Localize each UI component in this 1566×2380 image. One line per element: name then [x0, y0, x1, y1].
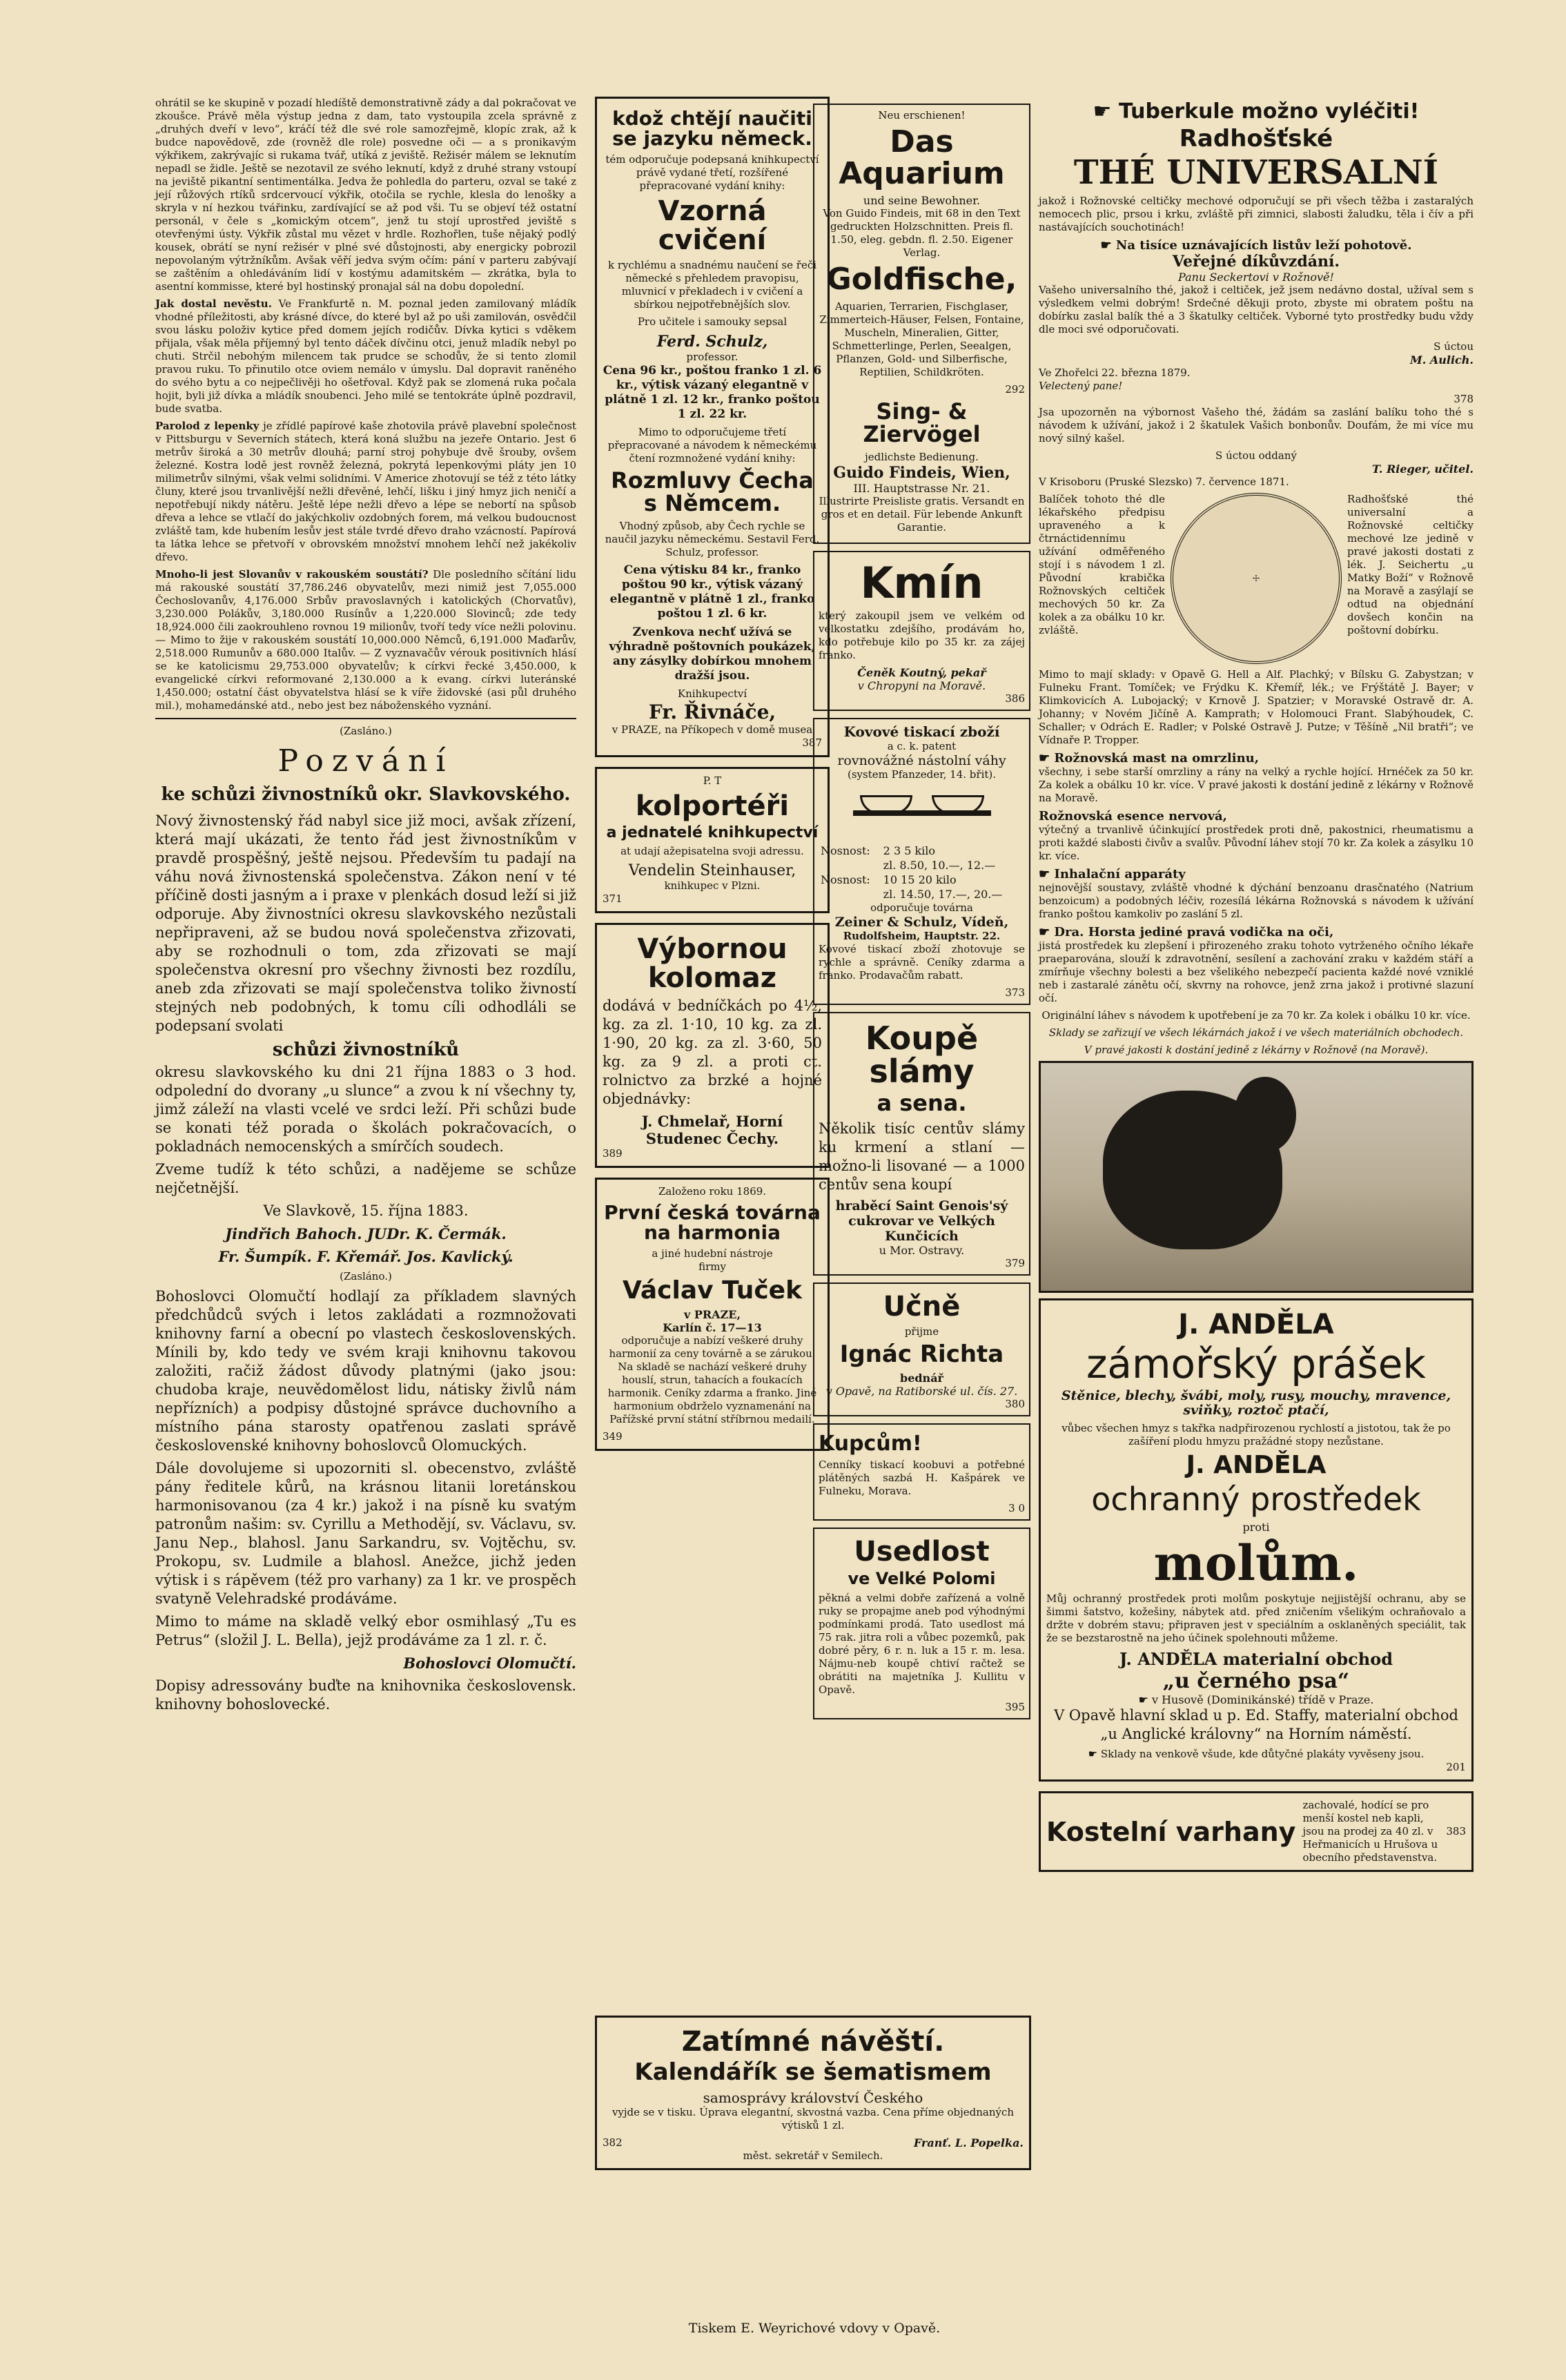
- ad-number: 373: [1005, 986, 1025, 999]
- ad-text: Velectený pane!: [1039, 379, 1123, 392]
- ad-text: Několik tisíc centův slámy ku krmení a stlaní — možno-li lisované — a 1000 centův sena koupí: [819, 1120, 1025, 1193]
- ad-kmin: [813, 551, 1030, 711]
- ad-text: Vendelin Steinhauser,: [628, 862, 796, 880]
- scale-illustration: [846, 788, 998, 837]
- ad-koupe-slamy: [813, 1012, 1030, 1276]
- ad-text: V Opavě hlavní sklad u p. Ed. Staffy, materialní obchod „u Anglické královny“ na Horním náměstí.: [1054, 1707, 1458, 1743]
- ad-heading: Sing- & Ziervögel: [863, 398, 981, 448]
- ad-text: bednář: [900, 1371, 943, 1385]
- ad-text: Franť. L. Popelka.: [913, 2136, 1024, 2149]
- pointing-hand-icon: ☛: [1039, 866, 1050, 881]
- signature: M. Aulich.: [1410, 353, 1474, 367]
- pointing-hand-icon: ☛: [1100, 237, 1112, 253]
- pointing-hand-icon: ☛: [1138, 1693, 1148, 1707]
- ad-text: (system Pfanzeder, 14. břit).: [847, 768, 997, 781]
- ad-heading: Výbornou kolomaz: [637, 933, 787, 995]
- article-text: Dopisy adressovány buďte na knihovnika československ. knihovny bohoslovecké.: [155, 1677, 576, 1713]
- ad-heading: První česká továrna na harmonia: [604, 1201, 821, 1245]
- ad-text: und seine Bewohner.: [863, 194, 981, 208]
- ad-text: S úctou: [1433, 340, 1474, 353]
- schuze-heading: schůzi živnostníků: [272, 1040, 460, 1060]
- article-text: Zveme tudíž k této schůzi, a nadějeme se schůze nejčetnější.: [155, 1161, 576, 1196]
- ad-heading: kolportéři: [635, 790, 790, 822]
- ad-number: 378: [1454, 392, 1474, 405]
- section-label: (Zasláno.): [340, 1270, 392, 1282]
- book-title: Vzorná cvičení: [658, 195, 767, 256]
- ad-text: Karlín č. 17—13: [663, 1320, 762, 1334]
- ad-text: S úctou oddaný: [1215, 449, 1297, 462]
- ad-number: 3 0: [1008, 1502, 1025, 1515]
- ad-text: vůbec všechen hmyz s takřka nadpřirozenou rychlostí a jistotou, tak že po zašíření plodu hmyzu pražádné stopy nezůstane.: [1061, 1422, 1451, 1448]
- book-title: Rozmluvy Čecha s Němcem.: [611, 467, 814, 517]
- ad-text: přijme: [904, 1325, 939, 1338]
- ad-text: všechny, i sebe starší omrzliny a rány na velký a rychle hojící. Hrnéček za 50 kr. Za kolek a obálku 10 kr. více. V pravé jakosti k dostání jedině z lékárny v Rožnově na Moravě.: [1039, 765, 1474, 804]
- ad-heading: J. ANDĚLA: [1178, 1308, 1334, 1340]
- ad-heading: Das Aquarium: [839, 124, 1005, 192]
- ad-text: jakož i Rožnovské celtičky mechové odporučují se při všech těžba i zastaralých nemocech plic, prsou i krku, zvláště při zimnici, slabosti žaludku, těla i čív a při nastávajících souchotinách!: [1039, 194, 1474, 233]
- ad-text: Von Guido Findeis, mit 68 in den Text gedruckten Holzschnitten. Preis fl. 1.50, eleg. gebdn. fl. 2.50. Eigener Verlag.: [823, 207, 1021, 260]
- price: Cena výtisku 84 kr., franko poštou 90 kr., výtisk vázaný elegantně v plátně 1 zl., franko poštou 1 zl. 6 kr.: [609, 563, 815, 621]
- ad-heading: ☛ Dra. Horsta jediné pravá vodička na oči,: [1039, 924, 1334, 939]
- ad-heading: Zatímné návěští.: [681, 2026, 945, 2058]
- article-text: okresu slavkovského ku dni 21 října 1883 o 3 hod. odpolední do dvorany „u slunce“ a zvou k ní všechny ty, jimž záleží na vlasti vcelé ve srdci leží. Při schůzi bude se konati též porada o školách pokračovacích, o pokladnách nemocenských a smírčích soudech.: [155, 1064, 576, 1155]
- ad-heading: Radhošťské: [1179, 124, 1333, 153]
- ad-text: výtečný a trvanlivě účinkující prostředek proti dně, pakostnici, rheumatismu a proti každé slabosti čivův a svalův. Původní láhev stojí 70 kr. Za kolek a zásylku 10 kr. více.: [1039, 823, 1474, 862]
- divider: [155, 718, 576, 719]
- author: Ferd. Schulz,: [656, 332, 768, 351]
- ad-heading: Kovové tiskací zboží: [843, 723, 1000, 740]
- ad-heading: ☛ Tuberkule možno vyléčiti!: [1093, 99, 1420, 124]
- black-dog-illustration: [1039, 1061, 1474, 1293]
- pozvani-subheading: ke schůzi živnostníků okr. Slavkovského.: [161, 784, 571, 805]
- dateline: Ve Slavkově, 15. října 1883.: [263, 1202, 469, 1219]
- column-ads-right: [1039, 97, 1474, 1882]
- ad-number: 201: [1446, 1761, 1466, 1774]
- pointing-hand-icon: ☛: [1039, 924, 1050, 939]
- ad-text: který zakoupil jsem ve velkém od velkostatku zdejšího, prodávám ho, kdo potřebuje kilo po 35 kr. za zájej franko.: [819, 609, 1025, 661]
- ad-text: v Chropyni na Moravě.: [857, 679, 986, 692]
- article-heading: Mnoho-li jest Slovanův v rakouském soustátí?: [155, 568, 429, 581]
- pointing-hand-icon: ☛: [1039, 750, 1050, 765]
- address: v PRAZE, na Příkopech v domě musea: [611, 723, 813, 736]
- ad-heading: Usedlost: [854, 1536, 990, 1568]
- ad-text: u Mor. Ostravy.: [879, 1244, 965, 1258]
- ad-text: dodává v bedníčkách po 4½, kg. za zl. 1·10, 10 kg. za zl. 1·90, 20 kg. za zl. 3·60, 50 kg. za 9 zl. a proti ct. rolnictvo za brzké a hojné objednávky:: [603, 997, 822, 1108]
- signatures: Fr. Šumpík. F. Křemář. Jos. Kavlický.: [218, 1248, 513, 1265]
- ad-text: odporučuje továrna: [870, 901, 973, 914]
- ad-text: ☛ v Husově (Dominikánské) třídě v Praze.: [1138, 1693, 1374, 1707]
- article-text: Dále dovolujeme si upozorniti sl. obecenstvo, zvláště pány ředitele kůrů, na krásnou litanii loretánskou harmonisovanou (za 4 kr.) jakož i na písně ku svatým patronům našim: sv. Cyrillu a Methodějí, sv. Václavu, sv. Janu Nep., blahosl. Janu Sarkandru, sv. Vojtěchu, sv. Prokopu, sv. Ludmile a blahosl. Anežce, jichž jeden výtisk i s rápěvem (též pro varhany) za 1 kr. ve prospěch svatyně Velehradské prodáváme.: [155, 1460, 576, 1607]
- ad-heading: a sena.: [877, 1090, 967, 1117]
- ad-text: pěkná a velmi dobře zařízená a volně ruky se propajme aneb pod výhodnými podmínkami prodá. Tato usedlost má 75 rak. jitra roli a vůbec pozemků, pak dobré pěry, 6 r. n. luk a 15 r. m. lesa. Nájmu-neb koupě chtiví račtež se obrátiti na majetníka J. Kullitu v Opavě.: [819, 1592, 1025, 1697]
- ad-text: k rychlému a snadnému naučení se řeči německé s přehledem pravopisu, mluvnicí v překladech i v cvičení a sbírkou nejpotřebnějších slov.: [607, 258, 817, 311]
- ad-kolporteri: [595, 767, 830, 913]
- ad-andela: [1039, 1298, 1474, 1782]
- ad-text: Zvenkova nechť užívá se výhradně poštovních poukázek, any zásylky dobírkou mnohem dražší jsou.: [609, 625, 816, 683]
- ad-scales: [813, 718, 1030, 1005]
- ad-text: Čeněk Koutný, pekař: [857, 665, 986, 679]
- ad-text: V pravé jakosti k dostání jedině z lékárny v Rožnově (na Moravě).: [1084, 1043, 1429, 1056]
- ad-text: hraběcí Saint Genois'sý cukrovar ve Velkých Kunčicích: [835, 1198, 1008, 1245]
- ad-text: Zeiner & Schulz, Vídeň,: [834, 914, 1009, 930]
- ad-text: odporučuje a nabízí veškeré druhy harmonií za ceny továrně a se zárukou. Na skladě se nachází veškeré druhy houslí, strun, tahacích a foukacích harmonik. Ceníky zdarma a franko. Jiné harmonium obdrželo vyznamenání na Pařížské první státní stříbrnou medailí.: [607, 1334, 817, 1425]
- ad-heading: Veřejné díkůvzdání.: [1172, 252, 1340, 271]
- ad-schulz-books: [595, 97, 830, 757]
- ad-heading: Rožnovská esence nervová,: [1039, 808, 1227, 823]
- ad-text: Vhodný způsob, aby Čech rychle se naučil jazyku německému. Sestavil Ferd. Schulz, professor.: [605, 519, 820, 558]
- ad-text: Cenníky tiskací koobuvi a potřebné plátěných sazbá H. Kašpárek ve Fulneku, Morava.: [819, 1459, 1025, 1498]
- signature: T. Rieger, učitel.: [1372, 462, 1474, 476]
- author-title: professor.: [686, 350, 738, 363]
- pointing-hand-icon: ☛: [1093, 99, 1112, 124]
- ad-text: jistá prostředek ku zlepšení i přirozeného zraku tohoto vytrženého očního lékaře praeparována, slouží k zdravotnění, sesílení a zachování zraku v každém stáří a zmírňuje všechny bolesti a bez všelikého nebezpečí pacienta každé nové vzniklé neb i zastaralé zánětu očí, skvrny na rohovce, jenž zrna jakož i protivné slazuní očí.: [1039, 939, 1474, 1004]
- ad-harmonia: [595, 1178, 830, 1451]
- ad-text: at udají ažepisatelna svoji adressu.: [620, 845, 804, 858]
- ad-text: Aquarien, Terrarien, Fischglaser, Zimmerteich-Häuser, Felsen, Fontaine, Muscheln, Mineralien, Gitter, Schmetterlinge, Perlen, Seealgen, Pflanzen, Gold- und Silberfische, Reptilien, Schildkröten.: [819, 300, 1024, 378]
- ad-varhany: [1039, 1791, 1474, 1872]
- ad-heading: Václav Tuček: [622, 1276, 803, 1305]
- ad-text: ☛ Na tisíce uznávajících listův leží pohotově.: [1100, 237, 1412, 253]
- ad-text: Illustrirte Preisliste gratis. Versandt en gros et en detail. Für lebende Ankunft Garantie.: [819, 494, 1025, 534]
- ad-number: 371: [603, 892, 623, 906]
- ad-ucne: [813, 1282, 1030, 1416]
- article-heading: Parolod z lepenky: [155, 420, 260, 432]
- ad-aquarium: [813, 104, 1030, 544]
- ad-number: 382: [603, 2136, 623, 2149]
- ad-heading: ☛ Inhalační apparáty: [1039, 866, 1186, 881]
- ad-number: 383: [1446, 1825, 1466, 1838]
- ad-heading: Kostelní varhany: [1046, 1816, 1296, 1847]
- publisher: Fr. Řivnáče,: [648, 700, 776, 723]
- article-text: Bohoslovci Olomučtí hodlají za příkladem slavných předchůdců svých i letos zakládati a rozmnožovati knihovny farní a obecní po vlastech československých. Mínili by, kdo tedy ve svém kraji knihovnu takovou založiti, račiž žádost důvody platnými (jako jsou: chudoba kraje, neuvědomělost lidu, nátisky živlů nám nepřízních) a podpisy důstojné správce duchovního a místního pána starosty opatřenou zaslati správě československé knihovny bohoslovců Olomuckých.: [155, 1288, 576, 1454]
- article: [155, 568, 576, 712]
- price-table: Nosnost: 2 3 5 kilo zl. 8.50, 10.—, 12.— Nosnost: 10 15 20 kilo zl. 14.50, 17.—, 20.—: [821, 843, 1003, 901]
- ad-text: proti: [1242, 1520, 1270, 1534]
- ad-text: P. T: [703, 774, 722, 787]
- ad-heading: J. ANDĚLA materialní obchod: [1119, 1649, 1393, 1670]
- ad-heading: THÉ UNIVERSALNÍ: [1073, 153, 1439, 193]
- ad-number: 349: [603, 1430, 623, 1443]
- signatures: Jindřich Bahoch. JUDr. K. Čermák.: [225, 1225, 507, 1242]
- ad-number: 387: [802, 736, 822, 749]
- article: [155, 420, 576, 564]
- ad-number: 380: [1005, 1397, 1025, 1410]
- ad-heading: „u černého psa“: [1162, 1669, 1350, 1694]
- ad-text: Rudolfsheim, Hauptstr. 22.: [843, 929, 1001, 942]
- ad-text: zachovalé, hodící se pro menší kostel neb kapli, jsou na prodej za 40 zl. v Heřmanicích u Hrušova u obecního představenstva.: [1302, 1799, 1438, 1864]
- ad-text: J. Chmelař, Horní Studenec Čechy.: [641, 1113, 783, 1148]
- ad-heading: zámořský prášek: [1086, 1340, 1426, 1387]
- apothecary-seal: ☩: [1171, 493, 1342, 664]
- article-text: Nový živnostenský řád nabyl sice již moci, avšak zřízení, která mají ukázati, že tento řád jest živnostníkům v pravdě prospěšný, ještě nejsou. Především tu padají na váhu nová živnostenská společenstva. Zákon není v té příčině dosti jasným a i praxe v plenkách dosud leží si již odporuje. Aby živnostníci okresu slavkovského nezůstali nepřipraveni, až se budou nová společenstva zřizovati, aby se rozhodnuli o tom, zda zřizovati se mají společenstva okresní pro všechny živnosti bez rozdílu, aneb zda zřizovati se mají společenstva toliko živností stejných neb podobných, k tomu cíli odhodláli se podepsaní svolati: [155, 812, 576, 1034]
- ad-text: vyjde se v tisku. Úprava elegantní, skvostná vazba. Cena příme objednaných výtisků 1 zl.: [611, 2105, 1015, 2132]
- ad-usedlost: [813, 1528, 1030, 1719]
- ad-heading: ve Velké Polomi: [848, 1569, 996, 1589]
- ad-heading: Kalendářík se šematismem: [634, 2058, 992, 2086]
- ad-text: Balíček tohoto thé dle lékařského předpisu upraveného a k čtrnáctidennímu užívání odměřeného stojí i s návodem 1 zl. Původní krabička Rožnovských celtiček mechových 50 kr. Za kolek a za obálku 10 kr. zvláště.: [1039, 492, 1165, 636]
- article-text: je zřídlé papírové kaše zhotovila právě plavební společnost v Pittsburgu v Severních státech, která koná službu na jezeře Ontario. Jest 6 metrův široká a 30 metrův dlouhá; parní stroj pohybuje dvě šrouby, ovšem železné. Kostra lodě jest rovněž železná, pokrytá lepenkovými pláty jen 10 milimetrův silnými, však velmi solidními. V Americe zhotovují se též z této látky čluny, které jsou trvanlivější nežli dřevěné, lehčí, lišku i jiný hmyz jich neničí a nepotřebují nikdy nátěru. Ještě lépe nežli dřevo a lépe se nebortí na spůsob dřeva a lehce se vtlačí do jakýchkoliv ozdobných forem, má velkou budoucnost zvláště tam, kde hubením lesův jest stále tvrdé dřevo draho vzácností. Papírová ta látka lehce se přetvoří v obrovském množství mnohem lehčí než jakékoliv dřevo.: [155, 420, 576, 563]
- ad-text: Stěnice, blechy, švábi, moly, rusy, mouchy, mravence, sviňky, roztoč ptačí,: [1061, 1388, 1451, 1418]
- ad-number: 386: [1005, 692, 1025, 705]
- article-text: Mimo to máme na skladě velký ebor osmihlasý „Tu es Petrus“ (složil J. L. Bella), jejž prodáváme za 1 zl. r. č.: [155, 1613, 576, 1648]
- ad-text: firmy: [698, 1260, 726, 1273]
- ad-number: 395: [1005, 1701, 1025, 1714]
- article-text: Ve Frankfurtě n. M. poznal jeden zamilovaný mládík vhodné příležitosti, aby krásné dívce, do které byl až po uši zamilován, osvědčil svou lásku položiv kytice před domem jejích rodičův. Dívka kytici s vděkem přijala, však měla příjemný byl tento dáček dívčinu otci, jenuž mladík nebyl po chuti. Strčil nebohým milencem tak prudce se schodův, že si tento zlomil pravou ruku. To přinutilo otce oviem nemálo v úmyslu. Dal dopravit raněného do svého bytu a co nejpečlivěji ho ošetřoval. Když pak se zlomená ruka počala hojit, byli již dívka a mládík snoubenci. Jeho milé se tentokráte úplně pozdravil, bude svatba.: [155, 298, 576, 415]
- ad-heading: a jednatelé knihkupectví: [606, 823, 819, 841]
- ad-text: v Opavě, na Ratiborské ul. čís. 27.: [825, 1384, 1018, 1398]
- ad-text: Panu Seckertovi v Rožnově!: [1178, 270, 1334, 284]
- printer-imprint: Tiskem E. Weyrichové vdovy v Opavě.: [688, 2321, 941, 2336]
- section-label: (Zasláno.): [340, 725, 392, 737]
- ad-text: a c. k. patent: [887, 739, 957, 752]
- dateline: Ve Zhořelci 22. března 1879.: [1039, 366, 1191, 379]
- ad-heading: kdož chtějí naučiti se jazyku německ.: [612, 107, 812, 150]
- dog-icon: [1103, 1091, 1282, 1249]
- ad-text: Založeno roku 1869.: [658, 1185, 767, 1198]
- column-ads-middle: [813, 97, 1030, 1726]
- ad-heading: J. ANDĚLA: [1186, 1451, 1327, 1480]
- article-text: Dle posledního sčítání lidu má rakouské soustátí 37,786.246 obyvatelův, mezi nimiž jest 7,055.000 Čechoslovanův, 4,176.000 Srbův pravoslavných i katolických (Chorvatův), 3,230.000 Polákův, 3,180.000 Rusínův a 1,220.000 Slovinců; zde tedy 18,924.000 čili zaokrouhleno rovnou 19 milionův, tvoří tedy více nežli polovinu. — Mimo to žije v rakouském soustátí 10,000.000 Němců, 6,191.000 Maďarův, 2,518.000 Rumunův a 680.000 Italův. — Z vyznavačův vérouk positivních hlásí se ke katolicismu 29,753.000 obyvatelův; k církvi řecké 3,450.000, k evangelické církvi reformované 2,130.000 a k evang. církvi luteránské 1,450.000; ostatní část obyvatelstva hlásí se k víře židovské (asi půl druhého mil.), mohamedánské atd., nebo jest bez náboženského vyznání.: [155, 568, 576, 712]
- ad-text: měst. sekretář v Semilech.: [743, 2149, 883, 2162]
- ad-text: Mimo to mají sklady: v Opavě G. Hell a Alf. Plachký; v Bílsku G. Zabystzan; v Fulneku Frant. Tomíček; ve Frýdku K. Křemíř, lék.; ve Frýštátě J. Bayer; v Klimkovicích A. Lubojacký; v Krnově J. Spatzier; v Moravské Ostravě dr. A. Johanny; v Novém Jičíně A. Kamprath; v Holomouci Frant. Slabýhoudek, C. Schaller; v Odrách E. Radler; v Polské Ostravě J. Putze; v Těšíně „Nil bratři“; ve Vídnaře P. Tropper.: [1039, 667, 1474, 746]
- signature: Bohoslovci Olomučtí.: [403, 1655, 576, 1672]
- ad-heading: Ignác Richta: [839, 1340, 1004, 1369]
- ad-number: 379: [1005, 1257, 1025, 1270]
- ad-text: Mimo to odporučujeme třetí přepracované a návodem k německému čtení rozmnožené vydání knihy:: [607, 425, 817, 465]
- ad-kalendarik: [595, 2016, 1031, 2170]
- column-articles: [155, 97, 576, 1718]
- ad-heading: Koupě slámy: [865, 1019, 979, 1091]
- article-heading: Jak dostal nevěstu.: [155, 298, 272, 310]
- ad-kupcum: [813, 1423, 1030, 1521]
- ad-heading: ☛ Rožnovská mast na omrzlinu,: [1039, 750, 1260, 765]
- pointing-hand-icon: ☛: [1088, 1748, 1098, 1761]
- pozvani-heading: Pozvání: [277, 743, 454, 779]
- ad-text: knihkupec v Plzni.: [664, 879, 761, 892]
- ad-text: tém odporučuje podepsaná knihkupectví právě vydané třetí, rozšířené přepracované vydání knihy:: [605, 153, 819, 192]
- ad-heading: molům.: [1153, 1534, 1359, 1592]
- ad-text: jedlichste Bedienung.: [865, 450, 979, 463]
- ad-heading: Kmín: [860, 557, 983, 608]
- ad-heading: Učně: [883, 1291, 961, 1323]
- ad-text: Můj ochranný prostředek proti molům poskytuje nejjistější ochranu, aby se šimmi šatstvo, kožešiny, nábytek atd. před zničením všelikým ochraňovalo a držte v dobrém stavu; připraven jest v speciálním a osklaněných speciálit, tak že se bezstarostně na jeho účinek spolehnouti můžeme.: [1046, 1592, 1466, 1645]
- ad-text: Sklady se zařizují ve všech lékárnách jakož i ve všech materiálních obchodech.: [1048, 1026, 1464, 1039]
- ad-number: 389: [603, 1147, 623, 1160]
- ad-kolomaz: [595, 923, 830, 1168]
- ad-text: ☛ Sklady na venkově všude, kde důtyčné plakáty vyvěseny jsou.: [1088, 1748, 1425, 1761]
- ad-text: nejnovější soustavy, zvláště vhodné k dýchání benzoanu drasčnatého (Natrium benzoicum) a podobných léčiv, rozesílá lékárna Rožnovská s návodem k užívání franko poštou kamkoliv po zaslání 5 zl.: [1039, 881, 1474, 920]
- price: Cena 96 kr., poštou franko 1 zl. 6 kr., výtisk vázaný elegantně v plátně 1 zl. 12 kr., franko poštou 1 zl. 22 kr.: [603, 363, 822, 421]
- ad-text: v PRAZE,: [683, 1307, 741, 1321]
- ad-text: Knihkupectví: [677, 687, 747, 700]
- ad-text: Guido Findeis, Wien,: [833, 463, 1010, 482]
- ad-text: Originální láhev s návodem k upotřebení je za 70 kr. Za kolek i obálku 10 kr. více.: [1041, 1008, 1471, 1022]
- column-ads-left: [595, 97, 830, 1461]
- ad-text: III. Hauptstrasse Nr. 21.: [853, 481, 990, 495]
- article: [155, 298, 576, 416]
- ad-heading: Goldfische,: [826, 262, 1017, 298]
- dateline: V Krisoboru (Pruské Slezsko) 7. července 1871.: [1039, 475, 1289, 488]
- ad-heading: ochranný prostředek: [1091, 1481, 1421, 1519]
- ad-text: Jsa upozorněn na výbornost Vašeho thé, žádám sa zaslání balíku toho thé s návodem k užívání, jakož i 2 škatulek Vašich bonbonův. Doufám, že mi více mu nový silný kašel.: [1039, 405, 1474, 445]
- ad-text: samosprávy království Českého: [703, 2089, 923, 2106]
- ad-text: Pro učitele i samouky sepsal: [637, 315, 787, 328]
- ad-text: Neu erschienen!: [878, 109, 966, 121]
- ad-number: 292: [1005, 382, 1025, 396]
- ad-text: Radhošťské thé universalní a Rožnovské celtičky mechové lze jedině v pravé jakosti dostati z lék. J. Seichertu „u Matky Boží“ v Rožnově na Moravě a zasýlají se odtud na objednání dovšech končin na poštovní dobírku.: [1347, 492, 1474, 636]
- ad-text: Kovové tiskací zboží zhotovuje se rychle a správně. Ceníky zdarma a franko. Prodavačům rabatt.: [819, 942, 1025, 982]
- ad-text: a jiné hudební nástroje: [652, 1247, 773, 1260]
- ad-heading: Kupcům!: [819, 1431, 922, 1456]
- ad-text: rovnovážné nástolní váhy: [837, 752, 1006, 768]
- article-text: ohrátil se ke skupině v pozadí hledíště demonstrativně zády a dal pokračovat ve zkoušce. Právě měla výstup jedna z dam, tato vystoupila zcela správně z „druhých dveří v levo“, kráčí též dle své role samozřejmě, klopíc zrak, až k budce napovědově, zde (rovněž dle role) posvedne oči — a s pronikavým výkřikem, zakrývajíc si rukama tvář, utíká z jeviště. Režisér málem se leknutím nepadl se židle. Ještě se nezotavil ze svého leknutí, když z druhé strany vstoupí na jeviště pikantní sentimentálka. Jedva že pohledla do parteru, ozval se také z její růžových rtíků srdcervoucí výkřik, otočila se rychle, klesla do lenošky a skryla v ní hezkou tvářinku, zardívající se až pod vši. Tu se objeví též ostatní personál, v čele s „komickým otcem“, jenž tu stojí uprostřed jeviště s otevřenými ústy. Výkřik zůstal mu vězet v hrdle. Rozhořlen, tuše nějaký podlý kousek, obrátí se nyní režisér v plné své důstojnosti, aby energicky pobrozil nepovolaným výtržníkům. Avšak věří jedva svým očím: pání v parteru zabývají se zaštěním a ohledáváním lidí v kostýmu adamitském — zkrátka, byla to asentní kommisse, které byl hostinský pronajal sál na dobu dopolední.: [155, 97, 576, 293]
- ad-text: Vašeho universalního thé, jakož i celtiček, jež jsem nedávno dostal, užíval sem s výsledkem velmi dobrým! Srdečné děkuji proto, zbyste mi obratem poštu na dobírku zaslal balík thé a 3 škatulky celtiček. Vyborné tyto prostředky budu vždy dle moci své odporučovati.: [1039, 283, 1474, 335]
